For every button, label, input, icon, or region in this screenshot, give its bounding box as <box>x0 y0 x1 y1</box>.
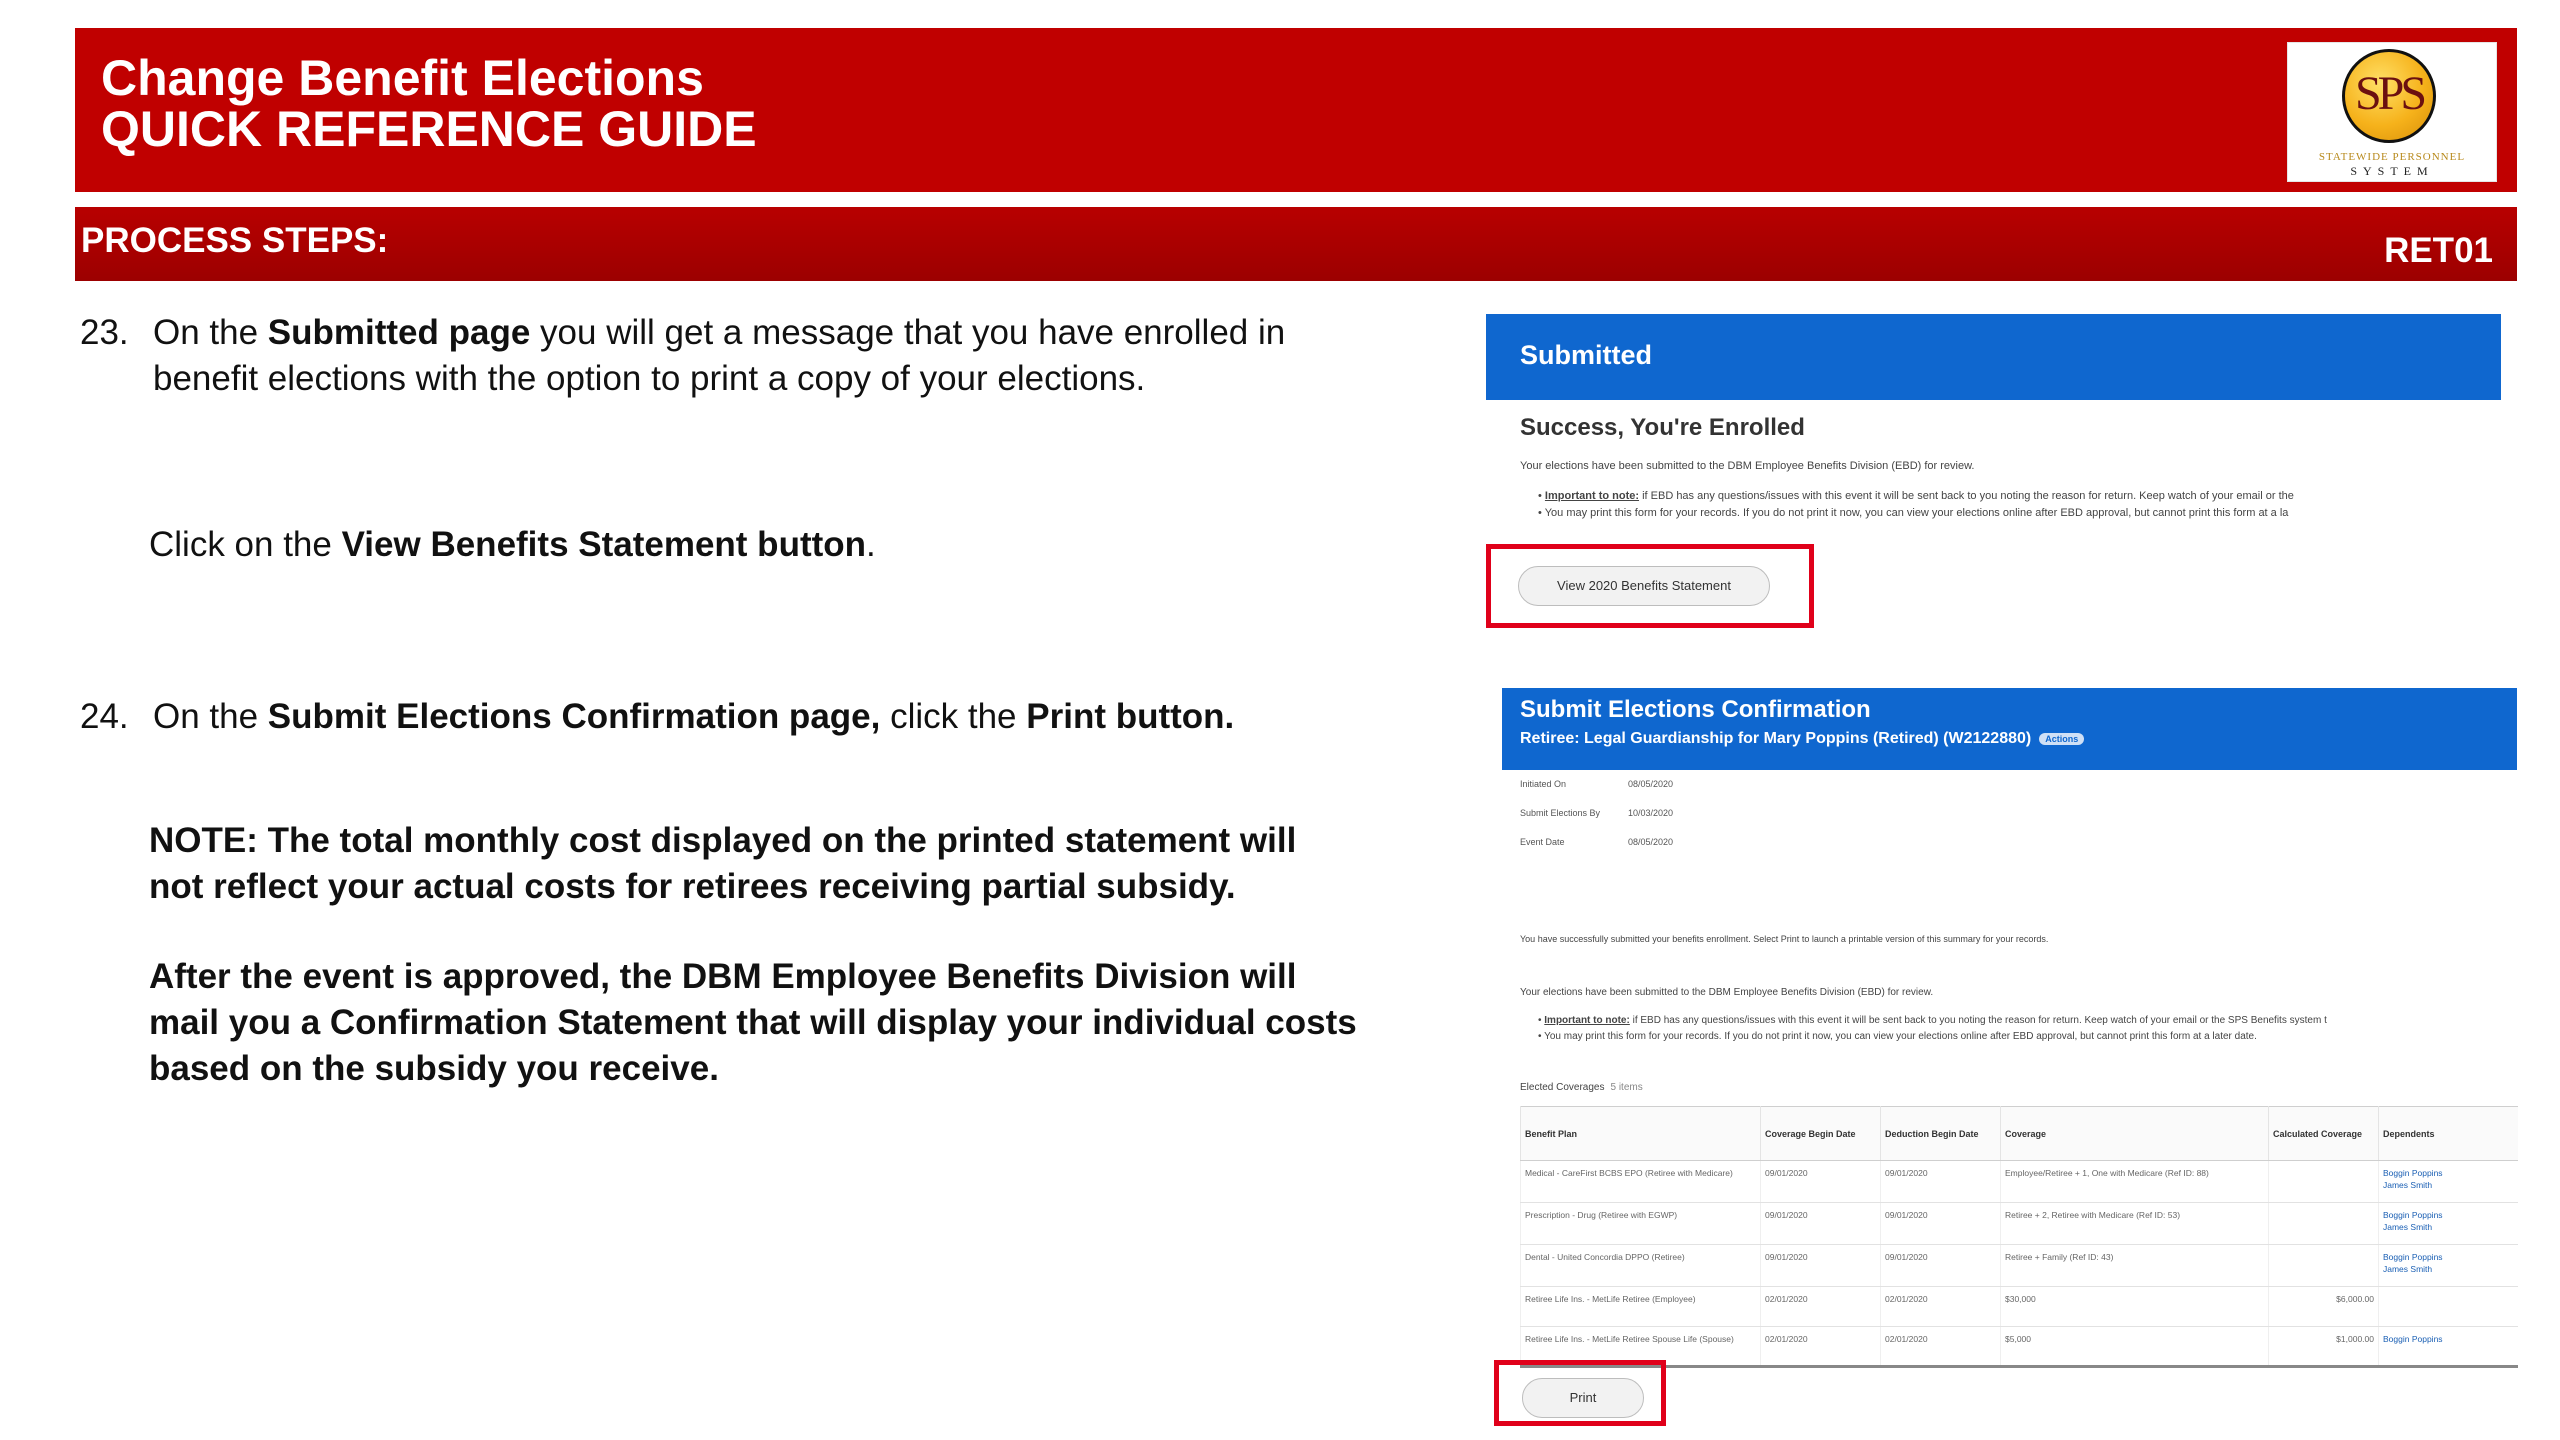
confirmation-header <box>1502 688 2517 770</box>
confirmation-bullet-2: • You may print this form for your records. If you do not print it now, you can view your elections online after EBD approval, but cannot print this form at a later date. <box>1538 1031 2257 1042</box>
note-line1: NOTE: The total monthly cost displayed on the printed statement will <box>149 821 1297 860</box>
meta-label-event-date: Event Date <box>1520 837 1565 847</box>
confirmation-message: Your elections have been submitted to the DBM Employee Benefits Division (EBD) for review. <box>1520 987 1934 998</box>
confirmation-subtitle-text: Retiree: Legal Guardianship for Mary Poppins (Retired) (W2122880) <box>1520 730 2032 747</box>
step-23-line1 <box>153 310 1285 356</box>
cell-plan: Medical - CareFirst BCBS EPO (Retiree with Medicare) <box>1521 1161 1761 1203</box>
cell-deduction-begin: 02/01/2020 <box>1881 1287 2001 1327</box>
cell-calculated <box>2269 1245 2379 1287</box>
cell-coverage-begin: 09/01/2020 <box>1761 1161 1881 1203</box>
process-steps-bar <box>75 207 2517 281</box>
cell-coverage: Employee/Retiree + 1, One with Medicare (Ref ID: 88) <box>2001 1161 2269 1203</box>
step-23-text-b: you will get a message that you have enrolled in <box>530 313 1286 352</box>
table-row <box>1521 1203 2518 1245</box>
success-heading: Success, You're Enrolled <box>1520 414 1805 441</box>
cell-coverage: Retiree + Family (Ref ID: 43) <box>2001 1245 2269 1287</box>
table-row <box>1521 1287 2518 1327</box>
submitted-message: Your elections have been submitted to the DBM Employee Benefits Division (EBD) for review. <box>1520 460 1975 472</box>
step-23-number: 23. <box>80 313 129 352</box>
sps-logo-name: STATEWIDE PERSONNEL <box>2318 151 2466 163</box>
cell-plan: Retiree Life Ins. - MetLife Retiree Spouse Life (Spouse) <box>1521 1327 1761 1367</box>
confirmation-important-text: if EBD has any questions/issues with this event it will be sent back to you noting the reason for return. Keep watch of your email or the SPS Benefits system t <box>1629 1015 2327 1026</box>
dependent-link[interactable]: Boggin Poppins <box>2383 1168 2443 1178</box>
confirmation-print-text: You may print this form for your records. If you do not print it now, you can view your elections online after EBD approval, but cannot print this form at a later date. <box>1544 1031 2257 1042</box>
guide-subtitle: QUICK REFERENCE GUIDE <box>101 101 757 157</box>
dependent-link[interactable]: James Smith <box>2383 1264 2433 1274</box>
sps-logo-letters: SPS <box>2354 67 2424 120</box>
cell-calculated <box>2269 1203 2379 1245</box>
highlight-print-button <box>1494 1360 1666 1426</box>
meta-value-submit-by: 10/03/2020 <box>1628 808 1674 818</box>
cell-coverage: $30,000 <box>2001 1287 2269 1327</box>
note-line2: not reflect your actual costs for retirees receiving partial subsidy. <box>149 867 1236 906</box>
submitted-header-title: Submitted <box>1520 340 1652 370</box>
cell-calculated: $6,000.00 <box>2269 1287 2379 1327</box>
cell-coverage: $5,000 <box>2001 1327 2269 1367</box>
cell-coverage-begin: 09/01/2020 <box>1761 1203 1881 1245</box>
submitted-bullet-1: • Important to note: if EBD has any questions/issues with this event it will be sent back to you noting the reason for return. Keep watch of your email or the <box>1538 490 2294 502</box>
cell-calculated <box>2269 1161 2379 1203</box>
cell-plan: Prescription - Drug (Retiree with EGWP) <box>1521 1203 1761 1245</box>
click-text-a: Click on the <box>149 525 342 564</box>
after-line3: based on the subsidy you receive. <box>149 1049 719 1088</box>
dependent-link[interactable]: James Smith <box>2383 1180 2433 1190</box>
elected-coverages-title <box>1520 1082 1643 1093</box>
cell-deduction-begin: 09/01/2020 <box>1881 1161 2001 1203</box>
sps-logo-emblem-icon <box>2342 49 2436 143</box>
actions-badge[interactable]: Actions <box>2039 733 2084 745</box>
cell-dependents <box>2379 1287 2518 1327</box>
step-23-text-a: On the <box>153 313 268 352</box>
click-bold-button: View Benefits Statement button <box>341 525 867 564</box>
meta-label-initiated: Initiated On <box>1520 779 1567 789</box>
view-benefits-statement-button[interactable]: View 2020 Benefits Statement <box>1518 566 1770 606</box>
step-24-bold-print: Print button. <box>1026 697 1235 736</box>
confirmation-bullet-1: • Important to note: if EBD has any questions/issues with this event it will be sent back to you noting the reason for return. Keep watch of your email or the SPS Benefits system t <box>1538 1015 2327 1026</box>
process-steps-label: PROCESS STEPS: <box>81 221 389 260</box>
confirmation-success-note: You have successfully submitted your benefits enrollment. Select Print to launch a printable version of this summary for your records. <box>1520 934 2049 944</box>
important-note-label: Important to note: <box>1544 490 1640 502</box>
table-row <box>1521 1161 2518 1203</box>
meta-value-initiated: 08/05/2020 <box>1628 779 1674 789</box>
cell-dependents <box>2379 1161 2518 1203</box>
dependent-link[interactable]: Boggin Poppins <box>2383 1210 2443 1220</box>
col-coverage[interactable]: Coverage <box>2001 1107 2269 1161</box>
cell-calculated: $1,000.00 <box>2269 1327 2379 1367</box>
table-row <box>1521 1245 2518 1287</box>
cell-coverage-begin: 02/01/2020 <box>1761 1327 1881 1367</box>
cell-plan: Retiree Life Ins. - MetLife Retiree (Employee) <box>1521 1287 1761 1327</box>
col-calculated-coverage[interactable]: Calculated Coverage <box>2269 1107 2379 1161</box>
confirmation-important-label: Important to note: <box>1544 1015 1630 1026</box>
step-24-text-b: click the <box>880 697 1027 736</box>
step-24-text-a: On the <box>153 697 268 736</box>
cell-coverage: Retiree + 2, Retiree with Medicare (Ref ID: 53) <box>2001 1203 2269 1245</box>
step-24-line1 <box>153 694 1234 740</box>
cell-plan: Dental - United Concordia DPPO (Retiree) <box>1521 1245 1761 1287</box>
dependent-link[interactable]: James Smith <box>2383 1222 2433 1232</box>
cell-dependents <box>2379 1245 2518 1287</box>
dependent-link[interactable]: Boggin Poppins <box>2383 1252 2443 1262</box>
print-button[interactable]: Print <box>1522 1378 1644 1418</box>
confirmation-subtitle <box>1520 730 2084 748</box>
guide-title: Change Benefit Elections <box>101 50 704 106</box>
cell-coverage-begin: 09/01/2020 <box>1761 1245 1881 1287</box>
cell-deduction-begin: 02/01/2020 <box>1881 1327 2001 1367</box>
table-header-row <box>1521 1107 2518 1161</box>
step-24-number: 24. <box>80 697 129 736</box>
col-deduction-begin[interactable]: Deduction Begin Date <box>1881 1107 2001 1161</box>
process-code: RET01 <box>2384 231 2493 270</box>
print-note-text: You may print this form for your records. If you do not print it now, you can view your elections online after EBD approval, but cannot print this form at a la <box>1544 507 2289 519</box>
click-text-b: . <box>866 525 876 564</box>
step-23-bold-submitted: Submitted page <box>267 313 531 352</box>
cell-deduction-begin: 09/01/2020 <box>1881 1245 2001 1287</box>
dependent-link[interactable]: Boggin Poppins <box>2383 1334 2443 1344</box>
cell-dependents <box>2379 1327 2518 1367</box>
table-row <box>1521 1327 2518 1367</box>
cell-deduction-begin: 09/01/2020 <box>1881 1203 2001 1245</box>
confirmation-title: Submit Elections Confirmation <box>1520 696 1871 723</box>
important-note-text: if EBD has any questions/issues with this event it will be sent back to you noting the reason for return. Keep watch of your email or the <box>1639 490 2294 502</box>
highlight-view-statement <box>1486 544 1814 628</box>
sps-logo-system: SYSTEM <box>2350 164 2434 178</box>
step-24-bold-page: Submit Elections Confirmation page, <box>267 697 881 736</box>
after-line1: After the event is approved, the DBM Employee Benefits Division will <box>149 957 1297 996</box>
title-banner <box>75 28 2517 192</box>
submitted-screenshot <box>1486 310 2501 628</box>
cell-coverage-begin: 02/01/2020 <box>1761 1287 1881 1327</box>
sps-logo <box>2287 42 2497 182</box>
after-line2: mail you a Confirmation Statement that will display your individual costs <box>149 1003 1357 1042</box>
step-23-click-instruction <box>149 522 876 568</box>
submitted-bullet-2: • You may print this form for your records. If you do not print it now, you can view your elections online after EBD approval, but cannot print this form at a la <box>1538 507 2289 519</box>
cell-dependents <box>2379 1203 2518 1245</box>
meta-label-submit-by: Submit Elections By <box>1520 808 1601 818</box>
col-benefit-plan[interactable]: Benefit Plan <box>1521 1107 1761 1161</box>
step-23-line2: benefit elections with the option to print a copy of your elections. <box>153 359 1146 398</box>
submitted-header <box>1486 314 2501 400</box>
elected-coverages-table <box>1520 1106 2518 1368</box>
elected-coverages-label: Elected Coverages <box>1520 1082 1605 1093</box>
col-coverage-begin[interactable]: Coverage Begin Date <box>1761 1107 1881 1161</box>
meta-value-event-date: 08/05/2020 <box>1628 837 1674 847</box>
elected-coverages-count: 5 items <box>1610 1082 1643 1093</box>
col-dependents[interactable]: Dependents <box>2379 1107 2518 1161</box>
confirmation-screenshot <box>1502 688 2517 1440</box>
